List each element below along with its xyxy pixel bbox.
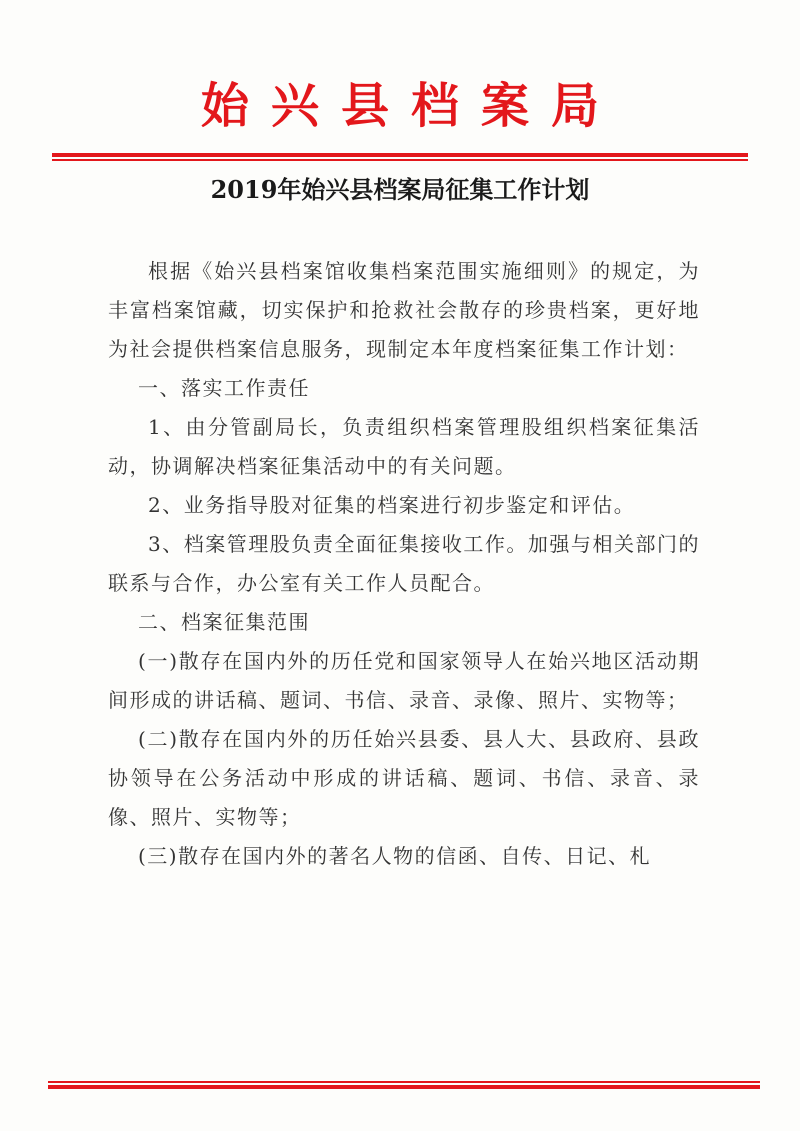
section-heading-responsibility: 一、落实工作责任	[138, 376, 310, 400]
responsibility-item-2: 2、业务指导股对征集的档案进行初步鉴定和评估。	[148, 493, 636, 517]
letterhead-org-name: 始兴县档案局	[200, 78, 621, 134]
responsibility-item-3: 3、档案管理股负责全面征集接收工作。加强与相关部门的联系与合作，办公室有关工作人员配合。	[108, 532, 700, 595]
footer-rule-thin-line	[48, 1081, 760, 1083]
document-body	[108, 252, 700, 876]
footer-rule	[48, 1081, 760, 1091]
top-rule-thin-line	[52, 159, 748, 161]
top-rule-thick-line	[52, 153, 748, 157]
letterhead-top-rule	[52, 153, 748, 161]
scope-item-3: (三)散存在国内外的著名人物的信函、自传、日记、札	[138, 844, 652, 868]
footer-rule-thick-line	[48, 1085, 760, 1089]
scope-item-1: (一)散存在国内外的历任党和国家领导人在始兴地区活动期间形成的讲话稿、题词、书信、录音、录像、照片、实物等；	[108, 649, 700, 712]
scope-item-2: (二)散存在国内外的历任始兴县委、县人大、县政府、县政协领导在公务活动中形成的讲话稿、题词、书信、录音、录像、照片、实物等；	[108, 727, 700, 829]
document-title: 2019年始兴县档案局征集工作计划	[210, 175, 590, 204]
intro-paragraph: 根据《始兴县档案馆收集档案范围实施细则》的规定，为丰富档案馆藏，切实保护和抢救社会散存的珍贵档案，更好地为社会提供档案信息服务，现制定本年度档案征集工作计划：	[108, 259, 700, 361]
responsibility-item-1: 1、由分管副局长，负责组织档案管理股组织档案征集活动，协调解决档案征集活动中的有关问题。	[108, 415, 700, 478]
section-heading-scope: 二、档案征集范围	[138, 610, 310, 634]
